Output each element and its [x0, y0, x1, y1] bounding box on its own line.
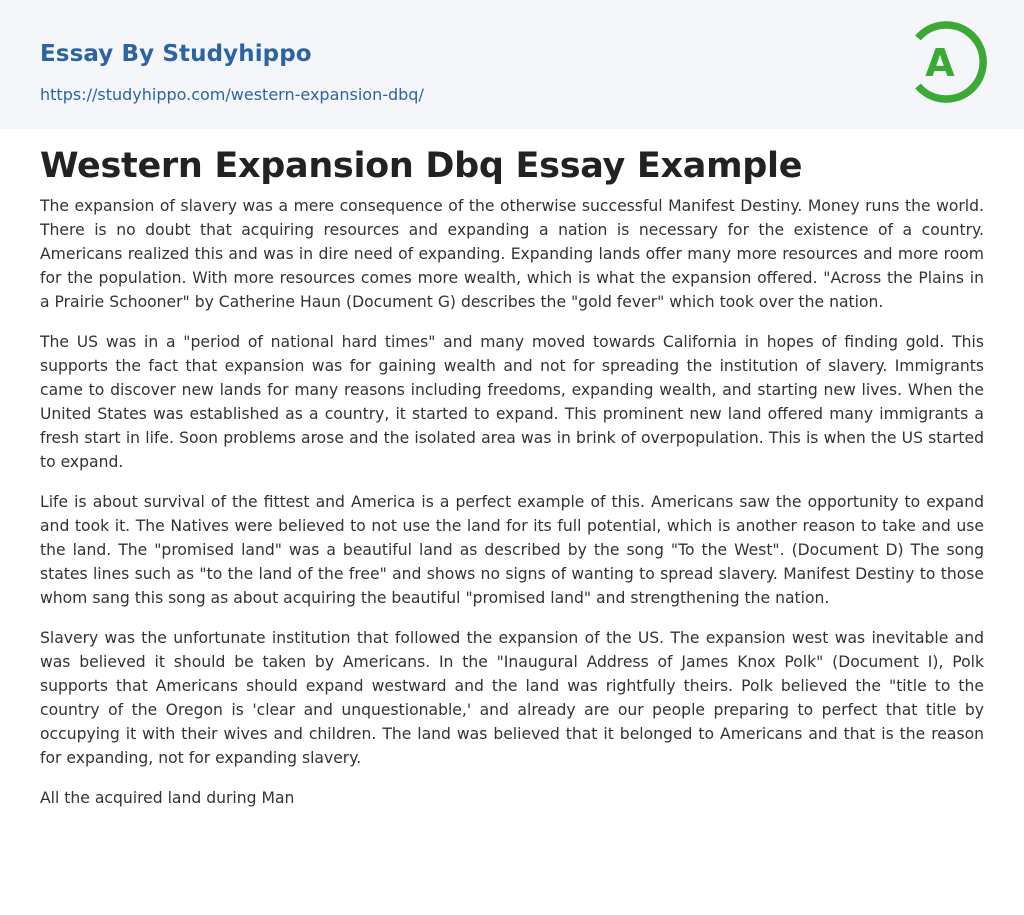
logo-letter: A	[925, 41, 955, 85]
essay-paragraph-5: All the acquired land during Man	[40, 789, 295, 807]
site-header	[0, 0, 1024, 129]
essay-paragraph-3: Life is about survival of the fittest and America is a perfect example of this. Americans saw the opportunity to expand and took it. The Natives were believed to not use the land for its full potential, which is another reason to take and use the land. The "promised land" was a beautiful land as described by the song "To the West". (Document D) The song states lines such as "to the land of the free" and shows no signs of wanting to spread slavery. Manifest Destiny to those whom sang this song as about acquiring the beautiful "promised land" and strengthening the nation.	[40, 493, 984, 607]
essay-paragraph-2: The US was in a "period of national hard times" and many moved towards California in hopes of finding gold. This supports the fact that expansion was for gaining wealth and not for spreading the institution of slavery. Immigrants came to discover new lands for many reasons including freedoms, expanding wealth, and starting new lives. When the United States was established as a country, it started to expand. This prominent new land offered many immigrants a fresh start in life. Soon problems arose and the isolated area was in brink of overpopulation. This is when the US started to expand.	[40, 333, 984, 471]
site-name[interactable]: Essay By Studyhippo	[40, 41, 312, 67]
essay-paragraph-4: Slavery was the unfortunate institution that followed the expansion of the US. The expansion west was inevitable and was believed it should be taken by Americans. In the "Inaugural Address of James Knox Polk" (Document I), Polk supports that Americans should expand westward and the land was rightfully theirs. Polk believed the "title to the country of the Oregon is 'clear and unquestionable,' and already are our people preparing to perfect that title by occupying it with their wives and children. The land was believed that it belonged to Americans and that is the reason for expanding, not for expanding slavery.	[40, 629, 984, 767]
studyhippo-logo[interactable]	[910, 18, 988, 106]
essay-paragraph-1: The expansion of slavery was a mere consequence of the otherwise successful Manifest Destiny. Money runs the world. There is no doubt that acquiring resources and expanding a nation is necessary for the existence of a country. Americans realized this and was in dire need of expanding. Expanding lands offer many more resources and more room for the population. With more resources comes more wealth, which is what the expansion offered. "Across the Plains in a Prairie Schooner" by Catherine Haun (Document G) describes the "gold fever" which took over the nation.	[40, 197, 984, 311]
page-url-link[interactable]: https://studyhippo.com/western-expansion-dbq/	[40, 85, 424, 104]
essay-body	[40, 194, 984, 826]
page-title: Western Expansion Dbq Essay Example	[40, 146, 803, 186]
